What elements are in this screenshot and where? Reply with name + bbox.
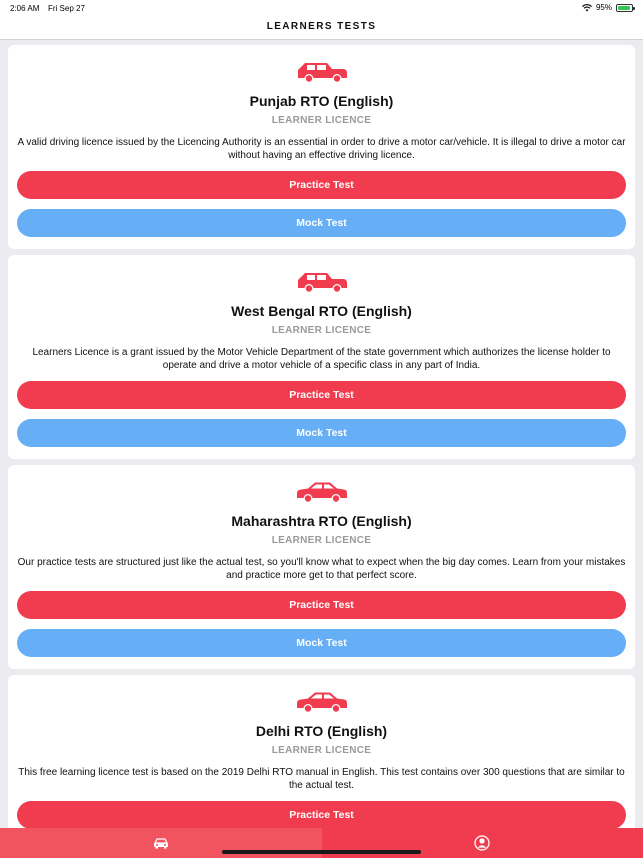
practice-test-button[interactable]: Practice Test <box>17 381 626 409</box>
practice-test-button[interactable]: Practice Test <box>17 801 626 829</box>
card-title: Maharashtra RTO (English) <box>231 513 412 529</box>
practice-test-button[interactable]: Practice Test <box>17 591 626 619</box>
test-list <box>8 45 635 858</box>
status-date: Fri Sep 27 <box>48 4 85 13</box>
card-title: West Bengal RTO (English) <box>231 303 412 319</box>
card-description: Learners Licence is a grant issued by the Motor Vehicle Department of the state government which authorizes the license holder to operate and drive a motor vehicle of a specific class in any part of India. <box>32 347 611 371</box>
status-indicators <box>582 3 633 12</box>
card-subtitle: LEARNER LICENCE <box>271 325 372 336</box>
wifi-icon <box>582 4 592 12</box>
test-card <box>8 255 635 459</box>
card-subtitle: LEARNER LICENCE <box>271 745 372 756</box>
home-indicator <box>222 850 421 854</box>
nav-bar <box>0 16 643 40</box>
card-description: Our practice tests are structured just like the actual test, so you'll know what to expect when the big day comes. Learn from your mistakes and practice more get to that perfect score. <box>17 557 626 581</box>
test-card <box>8 45 635 249</box>
card-title: Punjab RTO (English) <box>249 93 394 109</box>
card-description: This free learning licence test is based on the 2019 Delhi RTO manual in English. This test contains over 300 questions that are similar to the actual test. <box>18 767 625 791</box>
card-title: Delhi RTO (English) <box>255 723 388 739</box>
suv-icon <box>8 269 635 295</box>
battery-fill <box>618 6 630 10</box>
battery-icon <box>616 4 633 12</box>
card-subtitle: LEARNER LICENCE <box>271 115 372 126</box>
car-icon <box>153 837 169 849</box>
profile-icon <box>474 835 490 851</box>
card-subtitle: LEARNER LICENCE <box>271 535 372 546</box>
status-time: 2:06 AM <box>10 4 40 13</box>
suv-icon <box>8 59 635 85</box>
mock-test-button[interactable]: Mock Test <box>17 209 626 237</box>
card-description: A valid driving licence issued by the Licencing Authority is an essential in order to drive a motor car/vehicle. It is illegal to drive a motor car without having an effective driving licence. <box>17 137 626 161</box>
test-card <box>8 465 635 669</box>
status-bar <box>0 0 643 16</box>
sedan-icon <box>8 689 635 715</box>
mock-test-button[interactable]: Mock Test <box>17 629 626 657</box>
page-title: LEARNERS TESTS <box>266 21 377 32</box>
practice-test-button[interactable]: Practice Test <box>17 171 626 199</box>
mock-test-button[interactable]: Mock Test <box>17 419 626 447</box>
battery-percent: 95% <box>595 3 612 12</box>
sedan-icon <box>8 479 635 505</box>
